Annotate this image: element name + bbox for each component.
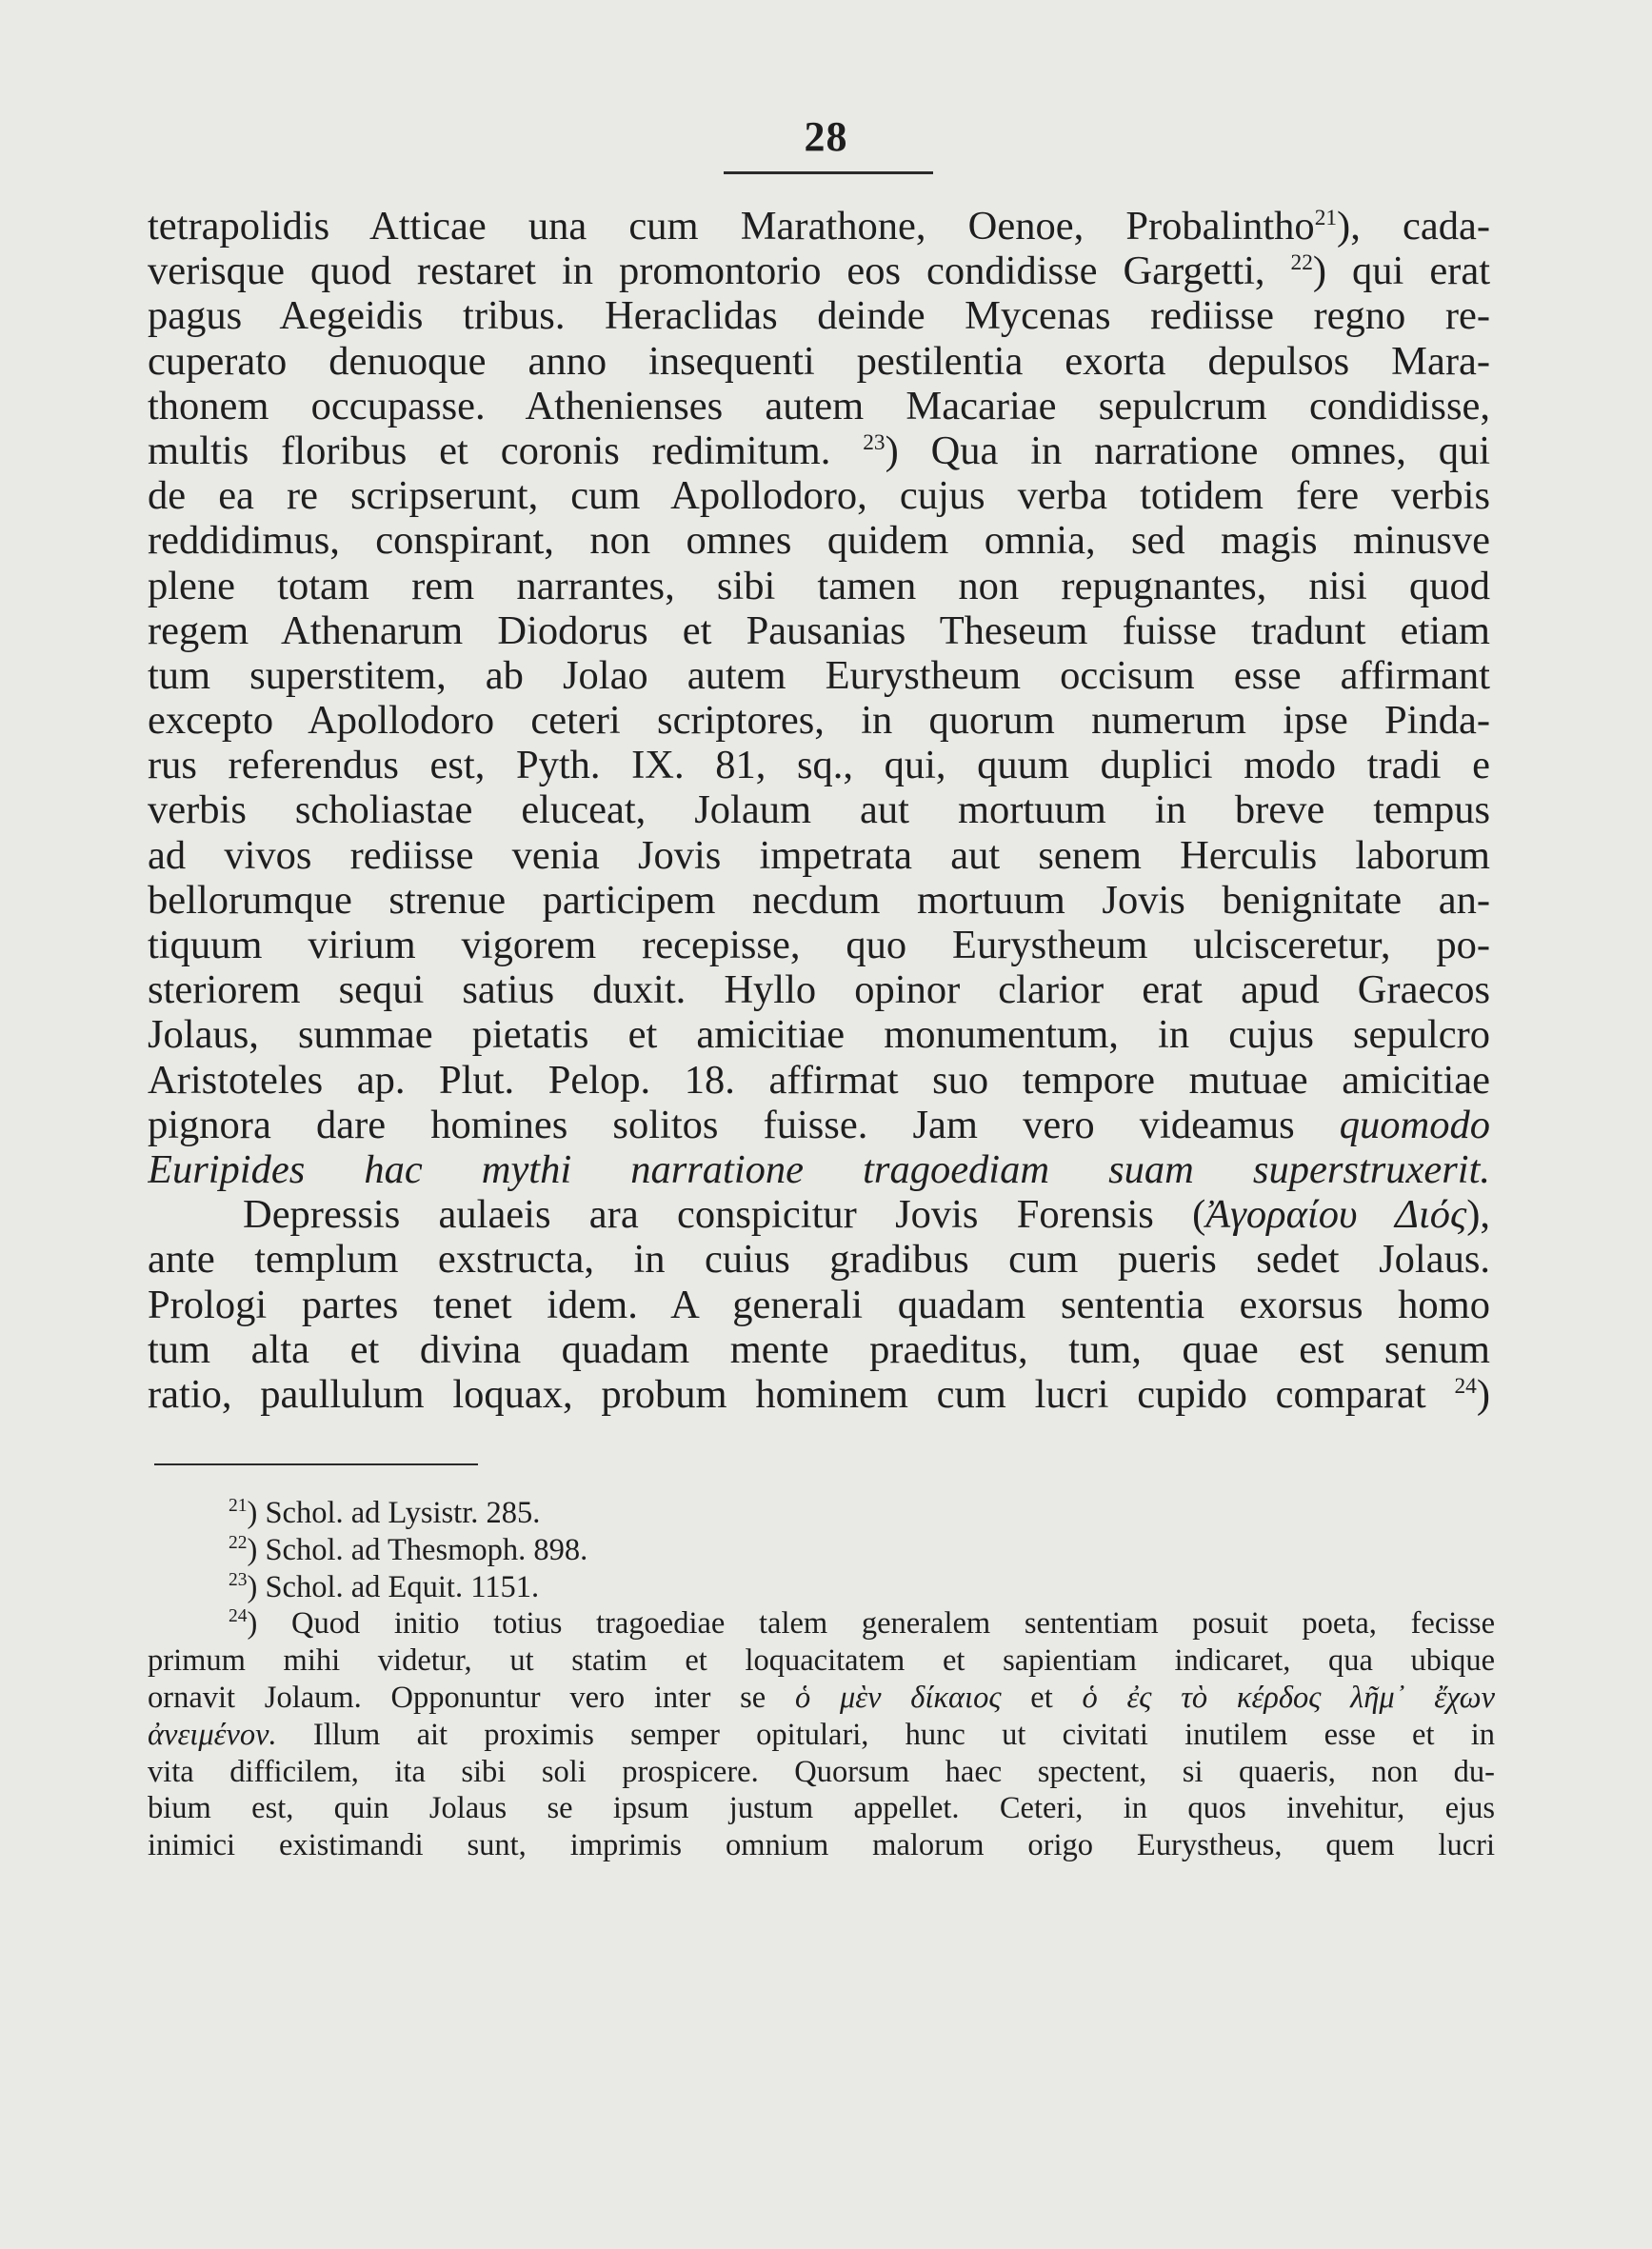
text-line: ratio, paullulum loquax, probum hominem cum lucri cupido comparat $^{24}$) [148,1371,1490,1417]
text-line: multis floribus et coronis redimitum. $^{23}$) Qua in narratione omnes, qui [148,428,1490,473]
footnote-line: bium est, quin Jolaus se ipsum justum appellet. Ceteri, in quos invehitur, ejus [148,1791,1495,1826]
text-line: steriorem sequi satius duxit. Hyllo opinor clarior erat apud Graecos [148,967,1490,1013]
greek-text: ὁ ἐς τὸ κέρδος λῆμ᾽ ἔχων [1082,1680,1495,1715]
text-line: tetrapolidis Atticae una cum Marathone, Oenoe, Probalintho$^{21}$), cada- [148,204,1490,249]
footnote: $^{23}$) Schol. ad Equit. 1151. [229,1569,540,1604]
footnote-ref: 21 [1314,205,1338,230]
footnote-ref: 23 [863,429,886,455]
text-line: tum superstitem, ab Jolao autem Eurystheum occisum esse affirmant [148,652,1490,698]
footnote: $^{22}$) Schol. ad Thesmoph. 898. [229,1532,588,1567]
text-line: tum alta et divina quadam mente praeditus, tum, quae est senum [148,1326,1490,1372]
text-line: thonem occupasse. Athenienses autem Macariae sepulcrum condidisse, [148,383,1490,428]
text-line: tiquum virium vigorem recepisse, quo Eurystheum ulcisceretur, po- [148,923,1490,967]
header-rule [724,171,933,174]
text-line: ad vivos rediisse venia Jovis impetrata aut senem Herculis laborum [148,832,1490,878]
footnote-line: vita difficilem, ita sibi soli prospicere. Quorsum haec spectent, si quaeris, non du- [148,1754,1495,1789]
text-line: ante templum exstructa, in cuius gradibus cum pueris sedet Jolaus. [148,1237,1490,1283]
footnote-mark: 21 [229,1496,248,1517]
footnote-ref: 24 [1454,1373,1477,1399]
greek-text: ὁ μὲν δίκαιος [794,1680,1002,1715]
main-text [148,204,1490,1417]
text-line: bellorumque strenue participem necdum mortuum Jovis benignitate an- [148,877,1490,923]
footnote-rule [154,1463,478,1465]
text-line: verbis scholiastae eluceat, Jolaum aut mortuum in breve tempus [148,787,1490,833]
text-line: cuperato denuoque anno insequenti pestilentia exorta depulsos Mara- [148,338,1490,384]
footnote-line: ornavit Jolaum. Opponuntur vero inter se ὁ μὲν δίκαιος et ὁ ἐς τὸ κέρδος λῆμ᾽ ἔχων [148,1680,1495,1715]
text-line: Jolaus, summae pietatis et amicitiae monumentum, in cujus sepulcro [148,1012,1490,1058]
text-line: pignora dare homines solitos fuisse. Jam vero videamus quomodo [148,1102,1490,1147]
footnotes [148,1495,1495,1864]
footnote: $^{21}$) Schol. ad Lysistr. 285. [229,1496,541,1530]
text-line: regem Athenarum Diodorus et Pausanias Theseum fuisse tradunt etiam [148,607,1490,653]
text-line: verisque quod restaret in promontorio eos condidisse Gargetti, $^{22}$) qui erat [148,249,1490,294]
text-line: reddidimus, conspirant, non omnes quidem omnia, sed magis minusve [148,518,1490,564]
text-line: excepto Apollodoro ceteri scriptores, in quorum numerum ipse Pinda- [148,698,1490,744]
text-line: Aristoteles ap. Plut. Pelop. 18. affirmat suo tempore mutuae amicitiae [148,1057,1490,1103]
footnote-mark: 24 [229,1606,248,1627]
greek-text: ἀνειμένον. [148,1717,277,1752]
footnote: $^{24}$) Quod initio totius tragoediae talem generalem sententiam posuit poeta, fecisse [229,1606,1495,1642]
footnote-line: inimici existimandi sunt, imprimis omnium malorum origo Eurystheus, quem lucri [148,1828,1495,1863]
text-line: de ea re scripserunt, cum Apollodoro, cujus verba totidem fere verbis [148,473,1490,519]
text-line: Euripides hac mythi narratione tragoediam suam superstruxerit. [148,1146,1490,1192]
text-line: plene totam rem narrantes, sibi tamen non repugnantes, nisi quod [148,563,1490,608]
text-line: pagus Aegeidis tribus. Heraclidas deinde Mycenas rediisse regno re- [148,293,1490,339]
page-number: 28 [804,113,848,160]
footnote-mark: 23 [229,1569,248,1590]
footnote-ref: 22 [1290,250,1313,276]
footnote-mark: 22 [229,1532,248,1553]
italic-text: quomodo [1339,1102,1490,1147]
footnote-line: ἀνειμένον. Illum ait proximis semper opitulari, hunc ut civitati inutilem esse et in [148,1717,1495,1752]
text-line: rus referendus est, Pyth. IX. 81, sq., qui, quum duplici modo tradi e [148,743,1490,788]
greek-text: Ἀγοραίου Διός [1205,1192,1467,1238]
footnote-line: primum mihi videtur, ut statim et loquacitatem et sapientiam indicaret, qua ubique [148,1643,1495,1679]
text-line: Prologi partes tenet idem. A generali quadam sententia exorsus homo [148,1282,1490,1327]
text-line: Depressis aulaeis ara conspicitur Jovis Forensis (Ἀγοραίου Διός), [243,1192,1490,1238]
